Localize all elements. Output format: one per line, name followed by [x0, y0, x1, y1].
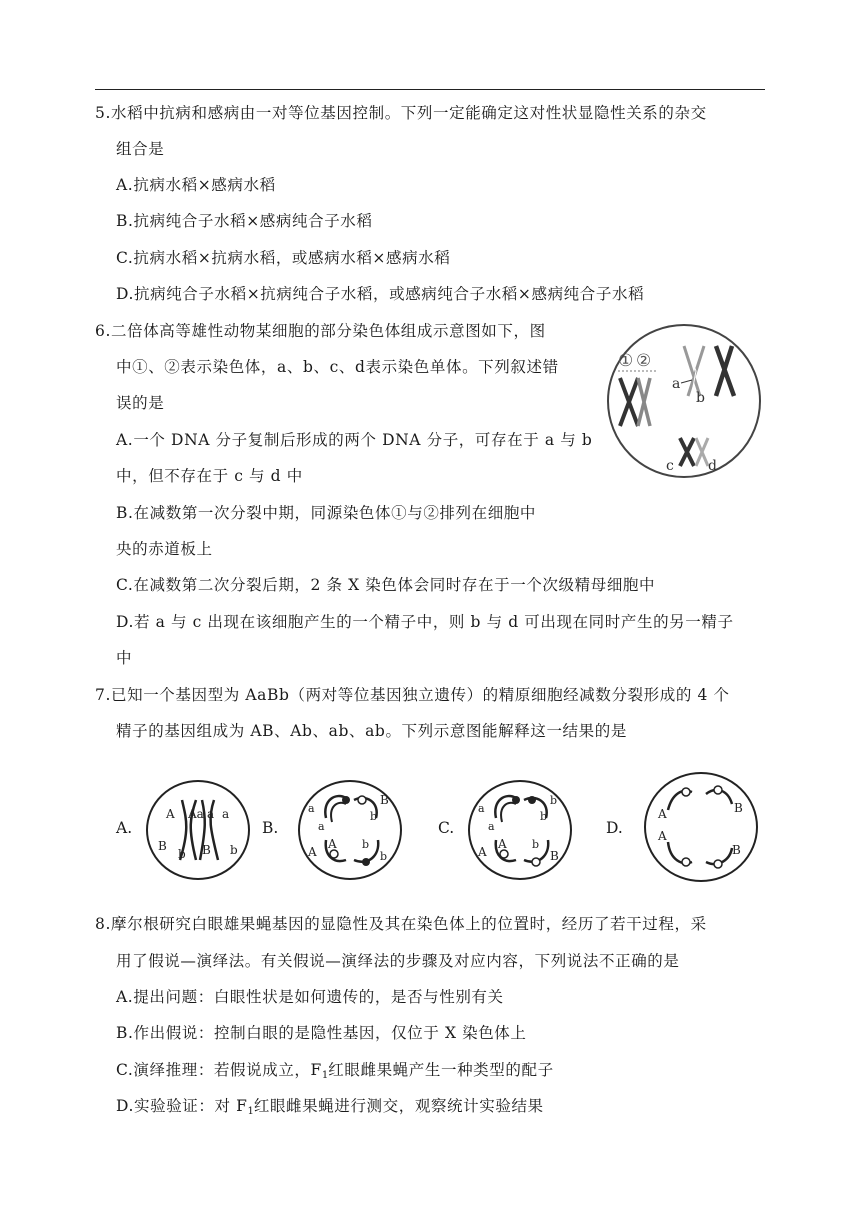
gene-label: Aa [188, 807, 204, 821]
q6-stem-cont: 中①、②表示染色体，a、b、c、d表示染色单体。下列叙述错 [116, 358, 559, 376]
gene-label: B [732, 843, 741, 857]
q7-option-c-label: C. [438, 819, 455, 837]
cell-outline [147, 781, 249, 879]
q8-stem: 8.摩尔根研究白眼雄果蝇基因的显隐性及其在染色体上的位置时，经历了若干过程，采 [95, 915, 707, 933]
chromatid-label-d: d [708, 458, 717, 474]
gene-label: a [488, 820, 495, 833]
gene-label: b [532, 838, 540, 851]
q7-figure-c [466, 778, 574, 882]
q6-option-d-cont: 中 [116, 649, 133, 667]
gene-label: B [550, 849, 559, 863]
chromosome-label-1: ① [618, 351, 634, 371]
chromosome-outlined [684, 346, 704, 396]
q8-stem-cont: 用了假说—演绎法。有关假说—演绎法的步骤及对应内容，下列说法不正确的是 [116, 952, 680, 970]
q7-stem-cont: 精子的基因组成为 AB、Ab、ab、ab。下列示意图能解释这一结果的是 [116, 722, 627, 740]
q8-option-d: D.实验验证：对 $F_1$红眼雌果蝇进行测交，观察统计实验结果 [116, 1097, 544, 1117]
gene-label: b [540, 810, 548, 823]
q5-stem: 5.水稻中抗病和感病由一对等位基因控制。下列一定能确定这对性状显隐性关系的杂交 [95, 104, 707, 122]
cell-outline [645, 773, 757, 881]
gene-label: B [734, 801, 743, 815]
gene-label: A [658, 829, 667, 843]
q8-option-c: C.演绎推理：若假说成立，$F_1$红眼雌果蝇产生一种类型的配子 [116, 1061, 554, 1081]
gene-label: A [658, 807, 667, 821]
chromatid-label-a: a [672, 376, 681, 392]
gene-label: a [308, 802, 315, 815]
homolog-pair-left [620, 378, 650, 426]
chromosome-label-2: ② [636, 351, 652, 371]
gene-label: a [478, 802, 485, 815]
gene-label: A [328, 837, 337, 851]
small-chromosome-dark [680, 438, 694, 466]
header-rule [95, 89, 765, 90]
q6-option-a: A.一个 DNA 分子复制后形成的两个 DNA 分子，可存在于 a 与 b [116, 431, 593, 449]
q7-stem: 7.已知一个基因型为 AaBb（两对等位基因独立遗传）的精原细胞经减数分裂形成的 4 个 [95, 686, 730, 704]
gene-label: b [370, 810, 378, 823]
q5-option-d: D.抗病纯合子水稻×抗病纯合子水稻，或感病纯合子水稻×感病纯合子水稻 [116, 285, 645, 303]
q8-option-a: A.提出问题：白眼性状是如何遗传的，是否与性别有关 [116, 988, 504, 1006]
gene-label: b [550, 794, 558, 807]
gene-label: b [362, 838, 370, 851]
chromatid-label-b: b [696, 390, 705, 406]
gene-label: B [158, 839, 167, 853]
q7-option-b-label: B. [262, 819, 279, 837]
gene-label: a [222, 807, 230, 821]
gene-label: b [230, 843, 238, 857]
gene-label: b [380, 850, 388, 863]
q6-stem: 6.二倍体高等雄性动物某细胞的部分染色体组成示意图如下，图 [95, 322, 546, 340]
q6-option-c: C.在减数第二次分裂后期，2 条 X 染色体会同时存在于一个次级精母细胞中 [116, 576, 656, 594]
gene-label: A [166, 807, 175, 821]
q6-stem-cont2: 误的是 [116, 394, 165, 412]
q5-option-c: C.抗病水稻×抗病水稻，或感病水稻×感病水稻 [116, 249, 451, 267]
gene-label: A [478, 845, 487, 859]
q8-option-b: B.作出假说：控制白眼的是隐性基因，仅位于 X 染色体上 [116, 1024, 527, 1042]
gene-label: A [498, 837, 507, 851]
chromosome-dark-right [716, 346, 734, 396]
q5-option-b: B.抗病纯合子水稻×感病纯合子水稻 [116, 212, 373, 230]
q6-option-a-cont: 中，但不存在于 c 与 d 中 [116, 467, 303, 485]
q6-option-b-cont: 央的赤道板上 [116, 540, 213, 558]
q7-figure-d [642, 770, 760, 884]
q5-option-a: A.抗病水稻×感病水稻 [116, 176, 276, 194]
gene-label: b [178, 847, 186, 861]
q7-option-d-label: D. [606, 819, 623, 837]
gene-label: a [318, 820, 325, 833]
q5-stem-cont: 组合是 [116, 140, 165, 158]
q7-option-a-label: A. [116, 819, 133, 837]
q6-option-d: D.若 a 与 c 出现在该细胞产生的一个精子中，则 b 与 d 可出现在同时产生的另一精子 [116, 613, 734, 631]
gene-label: a [207, 807, 215, 821]
chromatid-label-c: c [666, 458, 674, 474]
small-chromosome-light [696, 438, 708, 466]
q7-figure-b [296, 778, 404, 882]
gene-label: B [202, 843, 211, 857]
gene-label: B [380, 793, 389, 807]
pointer-a [681, 380, 692, 383]
q6-option-b: B.在减数第一次分裂中期，同源染色体①与②排列在细胞中 [116, 504, 537, 522]
gene-label: A [308, 845, 317, 859]
q6-cell-figure [604, 316, 764, 486]
q7-figure-a [144, 778, 252, 882]
